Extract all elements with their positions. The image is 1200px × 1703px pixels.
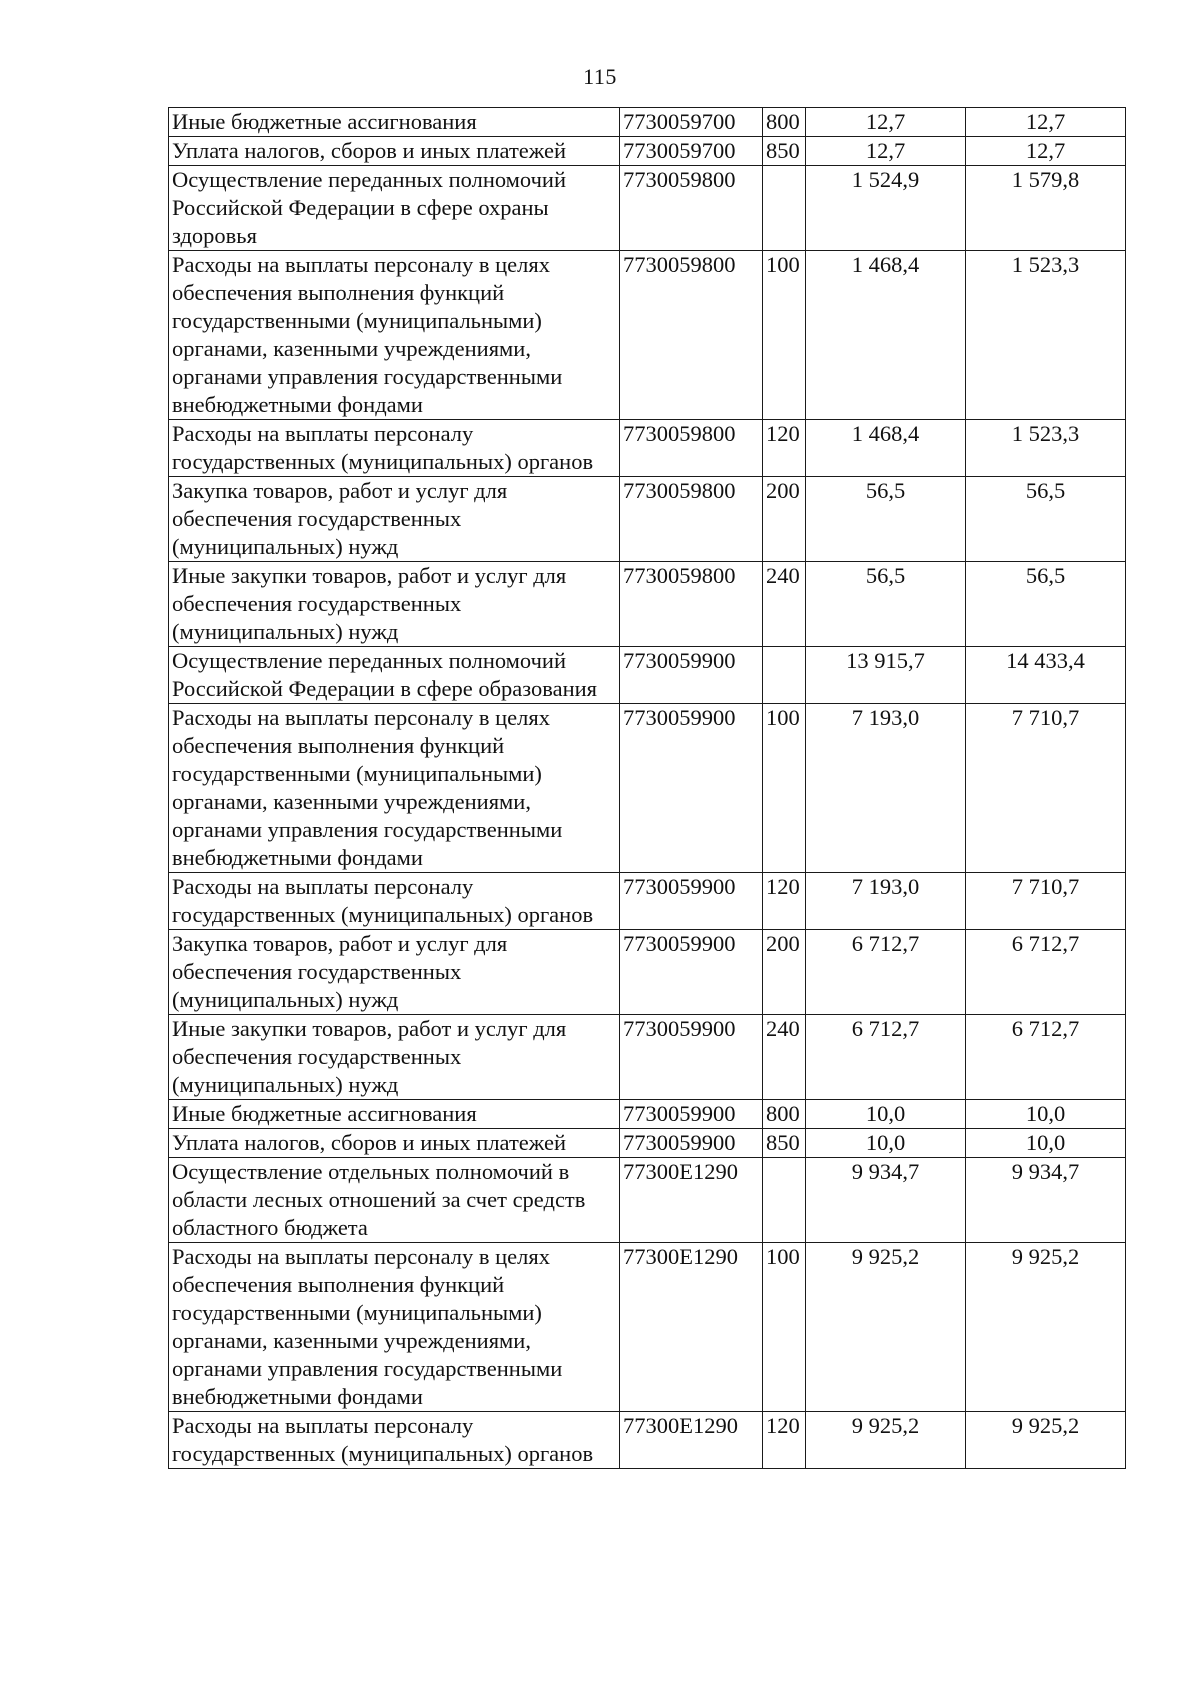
target-code: 7730059700 xyxy=(620,137,763,166)
target-code: 7730059800 xyxy=(620,477,763,562)
amount-year-1: 12,7 xyxy=(806,137,966,166)
table-row xyxy=(169,166,1126,251)
expense-name: Расходы на выплаты персоналу государственных (муниципальных) органов xyxy=(169,873,620,930)
table-row xyxy=(169,1158,1126,1243)
expense-type: 850 xyxy=(763,1129,806,1158)
table-row xyxy=(169,251,1126,420)
expense-type xyxy=(763,166,806,251)
table-row xyxy=(169,108,1126,137)
amount-year-1: 6 712,7 xyxy=(806,1015,966,1100)
expense-type: 800 xyxy=(763,108,806,137)
expense-name: Закупка товаров, работ и услуг для обеспечения государственных (муниципальных) нужд xyxy=(169,930,620,1015)
expense-name: Осуществление переданных полномочий Российской Федерации в сфере образования xyxy=(169,647,620,704)
target-code: 7730059800 xyxy=(620,420,763,477)
target-code: 77300E1290 xyxy=(620,1412,763,1469)
expense-type xyxy=(763,647,806,704)
amount-year-2: 7 710,7 xyxy=(966,873,1126,930)
expense-type: 850 xyxy=(763,137,806,166)
expense-name: Иные бюджетные ассигнования xyxy=(169,108,620,137)
target-code: 7730059700 xyxy=(620,108,763,137)
amount-year-2: 9 934,7 xyxy=(966,1158,1126,1243)
table-row xyxy=(169,1412,1126,1469)
amount-year-2: 12,7 xyxy=(966,108,1126,137)
amount-year-2: 6 712,7 xyxy=(966,930,1126,1015)
expense-type: 100 xyxy=(763,251,806,420)
expense-type: 100 xyxy=(763,1243,806,1412)
amount-year-2: 9 925,2 xyxy=(966,1412,1126,1469)
amount-year-1: 10,0 xyxy=(806,1129,966,1158)
expense-name: Иные бюджетные ассигнования xyxy=(169,1100,620,1129)
amount-year-1: 7 193,0 xyxy=(806,873,966,930)
amount-year-1: 13 915,7 xyxy=(806,647,966,704)
amount-year-1: 6 712,7 xyxy=(806,930,966,1015)
amount-year-2: 1 523,3 xyxy=(966,251,1126,420)
amount-year-2: 9 925,2 xyxy=(966,1243,1126,1412)
expense-type: 100 xyxy=(763,704,806,873)
amount-year-2: 6 712,7 xyxy=(966,1015,1126,1100)
table-row xyxy=(169,562,1126,647)
expense-name: Уплата налогов, сборов и иных платежей xyxy=(169,1129,620,1158)
amount-year-1: 56,5 xyxy=(806,562,966,647)
amount-year-1: 10,0 xyxy=(806,1100,966,1129)
expense-name: Осуществление переданных полномочий Российской Федерации в сфере охраны здоровья xyxy=(169,166,620,251)
target-code: 7730059800 xyxy=(620,166,763,251)
table-row xyxy=(169,137,1126,166)
table-row xyxy=(169,647,1126,704)
target-code: 77300E1290 xyxy=(620,1158,763,1243)
budget-table xyxy=(168,107,1126,1469)
expense-name: Иные закупки товаров, работ и услуг для обеспечения государственных (муниципальных) нужд xyxy=(169,562,620,647)
amount-year-2: 1 579,8 xyxy=(966,166,1126,251)
amount-year-1: 9 925,2 xyxy=(806,1412,966,1469)
amount-year-1: 7 193,0 xyxy=(806,704,966,873)
target-code: 7730059900 xyxy=(620,873,763,930)
target-code: 7730059900 xyxy=(620,647,763,704)
expense-name: Расходы на выплаты персоналу в целях обеспечения выполнения функций государственными (муниципальными) органами, казенными учреждениями, органами управления государственными внебюджетными фондами xyxy=(169,1243,620,1412)
expense-name: Уплата налогов, сборов и иных платежей xyxy=(169,137,620,166)
amount-year-1: 56,5 xyxy=(806,477,966,562)
expense-type: 240 xyxy=(763,1015,806,1100)
amount-year-1: 1 468,4 xyxy=(806,251,966,420)
amount-year-1: 12,7 xyxy=(806,108,966,137)
expense-name: Расходы на выплаты персоналу в целях обеспечения выполнения функций государственными (муниципальными) органами, казенными учреждениями, органами управления государственными внебюджетными фондами xyxy=(169,704,620,873)
amount-year-2: 14 433,4 xyxy=(966,647,1126,704)
amount-year-1: 9 925,2 xyxy=(806,1243,966,1412)
table-row xyxy=(169,704,1126,873)
expense-type: 120 xyxy=(763,1412,806,1469)
expense-name: Иные закупки товаров, работ и услуг для обеспечения государственных (муниципальных) нужд xyxy=(169,1015,620,1100)
target-code: 7730059800 xyxy=(620,562,763,647)
expense-type: 240 xyxy=(763,562,806,647)
target-code: 77300E1290 xyxy=(620,1243,763,1412)
page-number: 115 xyxy=(583,64,617,89)
target-code: 7730059900 xyxy=(620,704,763,873)
table-row xyxy=(169,930,1126,1015)
amount-year-2: 56,5 xyxy=(966,477,1126,562)
expense-type xyxy=(763,1158,806,1243)
table-row xyxy=(169,1243,1126,1412)
expense-type: 200 xyxy=(763,477,806,562)
table-row xyxy=(169,1015,1126,1100)
amount-year-1: 9 934,7 xyxy=(806,1158,966,1243)
target-code: 7730059900 xyxy=(620,1129,763,1158)
expense-type: 120 xyxy=(763,873,806,930)
amount-year-1: 1 524,9 xyxy=(806,166,966,251)
expense-name: Расходы на выплаты персоналу в целях обеспечения выполнения функций государственными (муниципальными) органами, казенными учреждениями, органами управления государственными внебюджетными фондами xyxy=(169,251,620,420)
amount-year-2: 1 523,3 xyxy=(966,420,1126,477)
target-code: 7730059800 xyxy=(620,251,763,420)
table-row xyxy=(169,1129,1126,1158)
expense-type: 120 xyxy=(763,420,806,477)
expense-type: 200 xyxy=(763,930,806,1015)
table-row xyxy=(169,1100,1126,1129)
amount-year-1: 1 468,4 xyxy=(806,420,966,477)
amount-year-2: 12,7 xyxy=(966,137,1126,166)
expense-type: 800 xyxy=(763,1100,806,1129)
expense-name: Расходы на выплаты персоналу государственных (муниципальных) органов xyxy=(169,1412,620,1469)
target-code: 7730059900 xyxy=(620,930,763,1015)
target-code: 7730059900 xyxy=(620,1100,763,1129)
amount-year-2: 10,0 xyxy=(966,1129,1126,1158)
expense-name: Закупка товаров, работ и услуг для обеспечения государственных (муниципальных) нужд xyxy=(169,477,620,562)
expense-name: Расходы на выплаты персоналу государственных (муниципальных) органов xyxy=(169,420,620,477)
amount-year-2: 10,0 xyxy=(966,1100,1126,1129)
expense-name: Осуществление отдельных полномочий в области лесных отношений за счет средств областного бюджета xyxy=(169,1158,620,1243)
target-code: 7730059900 xyxy=(620,1015,763,1100)
table-row xyxy=(169,477,1126,562)
table-row xyxy=(169,873,1126,930)
table-row xyxy=(169,420,1126,477)
amount-year-2: 7 710,7 xyxy=(966,704,1126,873)
amount-year-2: 56,5 xyxy=(966,562,1126,647)
